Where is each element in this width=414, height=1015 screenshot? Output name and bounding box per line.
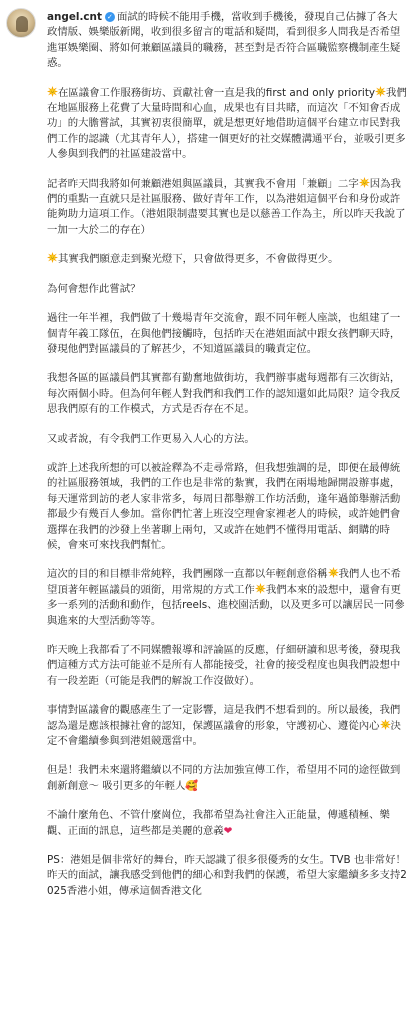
sun-emoji-icon (359, 177, 370, 188)
blush-emoji-icon: 🥰 (185, 779, 199, 792)
caption-paragraph (47, 177, 407, 239)
paragraph-text: 決定不會繼續參與到港姐競選當中。 (47, 719, 401, 748)
caption-paragraph (47, 282, 407, 297)
paragraph-text: 我想各區的區議員們其實都有勤奮地做街坊，我們辦事處每週都有三次街站，每次兩個小時。但為何年輕人對我們和我們工作的認知還如此局限？這令我反思我們原有的工作模式，方式是否存在不足。 (47, 372, 401, 416)
username-link[interactable]: angel.cnt (47, 11, 102, 23)
sun-emoji-icon (375, 86, 386, 97)
sun-emoji-icon (255, 583, 266, 594)
caption-paragraph (47, 808, 407, 839)
paragraph-text: 我們本來的設想中，還會有更多一系列的活動和動作，包括reels、進校園活動，以及更多可以讓居民一同參與進來的大型活動等等。 (47, 583, 405, 627)
paragraph-text: 過往一年半裡，我們做了十幾場青年交流會，跟不同年輕人座談，也組建了一個青年義工隊伍，在與他們接觸時，包括昨天在港姐面試中跟女孩們聊天時，發現他們對區議員的了解甚少，不知道區議員的職責定位。 (47, 312, 401, 355)
paragraph-text: 為何會想作此嘗試？ (47, 282, 141, 295)
caption-paragraph (47, 853, 407, 899)
caption-paragraph (47, 763, 407, 794)
caption-paragraph (47, 703, 407, 749)
caption-intro (47, 10, 407, 72)
sun-emoji-icon (47, 252, 58, 263)
caption-paragraph (47, 567, 407, 629)
paragraph-text: 又或者說，有令我們工作更易入人心的方法。 (47, 432, 255, 445)
user-avatar[interactable] (6, 8, 36, 38)
caption-paragraph (47, 252, 407, 267)
paragraph-text: 這次的目的和目標非常純粹，我們團隊一直都以年輕創意俗稱 (47, 568, 328, 581)
caption-paragraph (47, 461, 407, 553)
paragraph-text: 事情對區議會的觀感產生了一定影響，這是我們不想看到的。所以最後，我們認為還是應該根據社會的認知，保護區議會的形象，守護初心、遵從內心 (47, 704, 401, 732)
caption-paragraph (47, 311, 407, 357)
sun-emoji-icon (328, 567, 339, 578)
paragraph-text: 我們在地區服務上花費了大量時間和心血，成果也有目共睹，而這次「不知會否成功」的大膽嘗試，其實初衷很簡單，就是想更好地借助這個平台建立市民對我們工作的認識（尤其青年人），搭建一個更好的社交媒體溝通平台，並吸引更多人參與到我們的社區建設當中。 (47, 86, 407, 161)
caption-body (47, 10, 407, 913)
caption-paragraph (47, 643, 407, 689)
paragraph-text: PS：港姐是個非常好的舞台，昨天認識了很多很優秀的女生。TVB 也非常好！昨天的面試，讓我感受到他們的細心和對我們的保護，希望大家繼續多多支持2025香港小姐，傳承這個香港文化 (47, 854, 407, 897)
paragraph-text: 我們人也不希望頂著年輕區議員的頭銜，用常規的方式工作 (47, 568, 401, 596)
paragraph-text: 因為我們的重點一直就只是社區服務、做好青年工作，以為港姐這個平台和身份或許能夠助力這項工作。（港姐限制盡要其實也是以慈善工作為主，所以昨天我說了一加一大於二的存在） (47, 177, 406, 236)
paragraph-text: 不論什麼角色、不管什麼崗位，我都希望為社會注入正能量，傳遞積極、樂觀、正面的訊息，這些都是美麗的意義 (47, 809, 390, 837)
paragraph-text: 其實我們願意走到聚光燈下，只會做得更多，不會做得更少。 (58, 253, 339, 266)
paragraph-text: 昨天晚上我都看了不同媒體報導和評論區的反應，仔細研讀和思考後，發現我們這種方式方法可能並不是所有人都能接受，社會的接受程度也與我們設想中有一段差距（可能是我們的解說工作沒做好）。 (47, 644, 401, 687)
sun-emoji-icon (47, 86, 58, 97)
caption-paragraph (47, 86, 407, 163)
paragraph-text: 在區議會工作服務街坊、貢獻社會一直是我的first and only priority (58, 86, 376, 99)
paragraph-text: 記者昨天問我將如何兼顧港姐與區議員，其實我不會用「兼顧」二字 (47, 177, 359, 190)
verified-badge-icon: ✓ (105, 12, 115, 22)
paragraph-text: 但是！我們未來還將繼續以不同的方法加強宣傳工作，希望用不同的途徑做到創新創意～ 吸引更多的年輕人 (47, 764, 401, 792)
heart-emoji-icon: ❤ (223, 824, 233, 837)
caption-paragraph (47, 432, 407, 447)
paragraph-text: 或許上述我所想的可以被詮釋為不走尋常路，但我想強調的是，即便在最傳統的社區服務領域，我們的工作也是非常的紮實，我們在兩場地歸開設辦事處，每天運常到訪的老人家非常多，每周日都舉辦工作坊活動，逢年過節舉辦活動都最少有幾百人參加。當你們忙著上班沒空理會家裡老人的時候，或許她們會選擇在我們的沙發上坐著聊上兩句，又或許在她們不懂得用電話、網購的時候，會來可來找我們幫忙。 (47, 461, 401, 551)
sun-emoji-icon (380, 719, 391, 730)
intro-text: 面試的時候不能用手機，當收到手機後，發現自己佔據了各大政情版、娛樂版新聞，收到很多留言的電話和疑問，看到很多人問我是否希望進軍娛樂圈、將如何兼顧區議員的職務，甚至對是否符合區職監察機制產生疑惑。 (47, 11, 401, 70)
avatar-figure (16, 16, 28, 32)
caption-paragraph (47, 371, 407, 417)
